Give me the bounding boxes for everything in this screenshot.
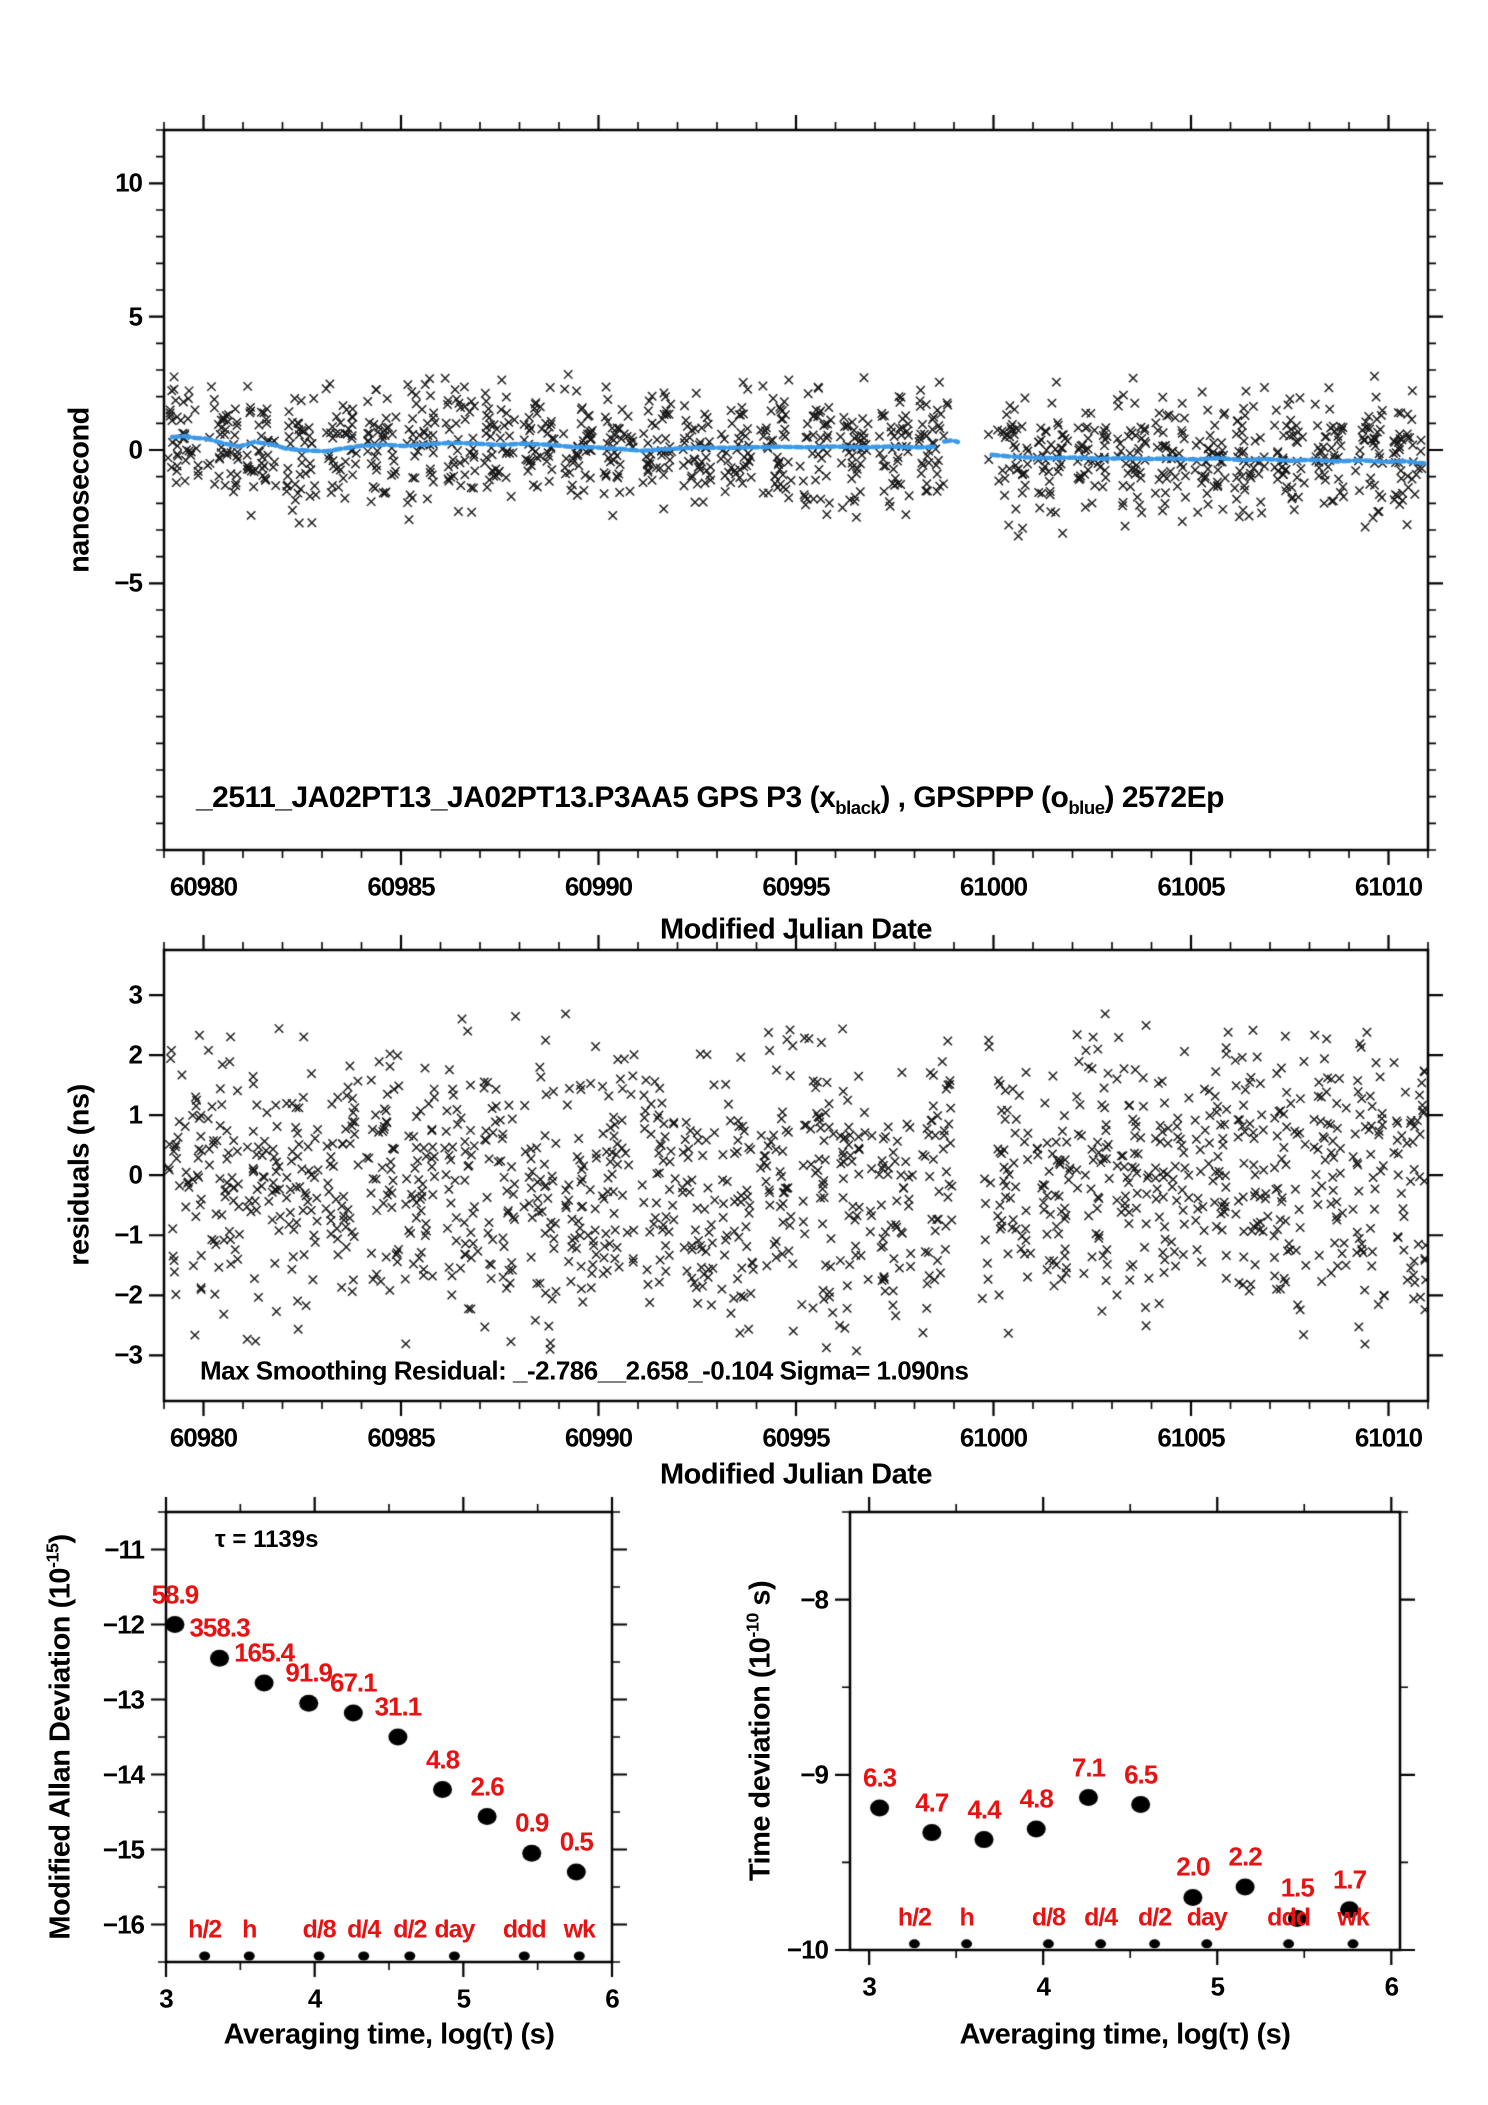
middle-xaxis-title: Modified Julian Date xyxy=(660,1458,932,1491)
tdev-tau-marker-label: day xyxy=(1186,1903,1227,1932)
mdev-xaxis-title: Averaging time, log(τ) (s) xyxy=(223,2018,555,2051)
mdev-tau-marker-label: h/2 xyxy=(188,1915,222,1944)
tdev-point-value-label: 2.2 xyxy=(1228,1841,1262,1872)
tdev-point-value-label: 4.4 xyxy=(967,1794,1001,1825)
tdev-tau-marker-label: d/4 xyxy=(1084,1903,1118,1932)
tdev-point-value-label: 1.5 xyxy=(1280,1872,1314,1903)
mdev-point-value-label: 0.5 xyxy=(559,1826,593,1857)
tdev-point-value-label: 4.8 xyxy=(1019,1783,1053,1814)
x-tick-label: 3 xyxy=(862,1971,876,2002)
mdev-tau-marker-label: d/4 xyxy=(347,1915,381,1944)
y-tick-label: 0 xyxy=(128,434,142,465)
tdev-point-value-label: 2.0 xyxy=(1176,1851,1210,1882)
mdev-tau-marker-label: wk xyxy=(563,1915,595,1944)
y-tick-label: −9 xyxy=(800,1759,828,1790)
mdev-point-value-label: 2.6 xyxy=(470,1771,504,1801)
tdev-tau-marker-label: ddd xyxy=(1267,1903,1311,1932)
y-tick-label: 1 xyxy=(128,1099,142,1130)
top-yaxis-title: nanosecond xyxy=(63,407,96,573)
x-tick-label: 6 xyxy=(605,1983,619,2014)
x-tick-label: 6 xyxy=(1384,1971,1399,2002)
mdev-tau-marker-label: d/8 xyxy=(302,1915,336,1944)
y-tick-label: −15 xyxy=(102,1834,144,1864)
x-tick-label: 60990 xyxy=(564,871,633,902)
mdev-point-value-label: 165.4 xyxy=(234,1637,295,1668)
mdev-point-value-label: 31.1 xyxy=(374,1691,422,1722)
x-tick-label: 5 xyxy=(1210,1971,1224,2002)
y-tick-label: 0 xyxy=(128,1159,142,1190)
tdev-point-value-label: 7.1 xyxy=(1071,1752,1106,1783)
x-tick-label: 60980 xyxy=(169,1422,238,1453)
mdev-point-value-label: 4.8 xyxy=(425,1744,460,1774)
mdev-tau-marker-label: d/2 xyxy=(393,1915,427,1944)
y-tick-label: −8 xyxy=(800,1584,828,1615)
y-tick-label: −14 xyxy=(102,1759,144,1789)
top-panel-title: _2511_JA02PT13_JA02PT13.P3AA5 GPS P3 $(x_{black})$ , GPSPPP $(o_{blue})$ 2572Ep xyxy=(196,781,1224,818)
x-tick-label: 61005 xyxy=(1157,871,1225,902)
x-tick-label: 61000 xyxy=(959,1422,1028,1453)
tdev-tau-marker-label: d/8 xyxy=(1031,1903,1065,1932)
y-tick-label: −5 xyxy=(114,567,142,598)
mdev-point-value-label: 0.9 xyxy=(515,1807,549,1838)
middle-yaxis-title: residuals (ns) xyxy=(63,1084,96,1266)
mdev-tau-marker-label: ddd xyxy=(502,1915,546,1944)
top-xaxis-title: Modified Julian Date xyxy=(660,913,932,946)
x-tick-label: 61010 xyxy=(1354,1422,1423,1453)
mdev-tau-marker-label: day xyxy=(434,1915,475,1944)
y-tick-label: −10 xyxy=(786,1934,828,1965)
mdev-tau-annotation: τ = 1139s xyxy=(215,1526,319,1553)
y-tick-label: −13 xyxy=(102,1684,144,1714)
y-tick-label: 10 xyxy=(115,167,142,198)
x-tick-label: 3 xyxy=(159,1983,173,2014)
x-tick-label: 61000 xyxy=(959,871,1028,902)
y-tick-label: −3 xyxy=(114,1339,142,1370)
x-tick-label: 5 xyxy=(456,1983,471,2014)
x-tick-label: 61005 xyxy=(1157,1422,1225,1453)
tdev-tau-marker-label: h/2 xyxy=(897,1903,931,1932)
x-tick-label: 60995 xyxy=(762,1422,830,1453)
middle-panel-annotation: Max Smoothing Residual: _-2.786__2.658_-0.104 Sigma= 1.090ns xyxy=(200,1355,969,1386)
x-tick-label: 60980 xyxy=(169,871,238,902)
y-tick-label: −12 xyxy=(102,1609,144,1639)
x-tick-label: 60995 xyxy=(762,871,830,902)
y-tick-label: 3 xyxy=(128,979,142,1010)
x-tick-label: 61010 xyxy=(1354,871,1423,902)
y-tick-label: −2 xyxy=(114,1279,142,1310)
tdev-xaxis-title: Averaging time, log(τ) (s) xyxy=(959,2018,1291,2051)
tdev-yaxis-title: Time deviation ($10^{-10}$ s) xyxy=(742,1580,777,1882)
x-tick-label: 60990 xyxy=(564,1422,633,1453)
mdev-tau-marker-label: h xyxy=(242,1915,257,1944)
tdev-tau-marker-label: d/2 xyxy=(1138,1903,1172,1932)
tdev-point-value-label: 6.3 xyxy=(863,1762,897,1793)
tdev-point-value-label: 4.7 xyxy=(915,1787,949,1818)
mdev-point-value-label: 67.1 xyxy=(330,1667,377,1698)
tdev-tau-marker-label: wk xyxy=(1337,1903,1369,1932)
tdev-point-value-label: 1.7 xyxy=(1332,1864,1367,1895)
x-tick-label: 60985 xyxy=(367,871,435,902)
mdev-point-value-label: 58.9 xyxy=(151,1579,199,1609)
y-tick-label: 5 xyxy=(128,301,142,332)
mdev-point-value-label: 358.3 xyxy=(189,1612,250,1643)
y-tick-label: −16 xyxy=(102,1909,144,1939)
tdev-point-value-label: 6.5 xyxy=(1124,1759,1158,1790)
tdev-tau-marker-label: h xyxy=(959,1903,974,1932)
mdev-yaxis-title: Modified Allan Deviation $(10^{-15})$ xyxy=(42,1534,77,1940)
y-tick-label: −11 xyxy=(104,1534,144,1564)
y-tick-label: 2 xyxy=(128,1039,142,1070)
x-tick-label: 4 xyxy=(1036,1971,1050,2002)
mdev-point-value-label: 91.9 xyxy=(285,1657,333,1688)
x-tick-label: 4 xyxy=(307,1983,322,2014)
y-tick-label: −1 xyxy=(114,1219,142,1250)
x-tick-label: 60985 xyxy=(367,1422,435,1453)
